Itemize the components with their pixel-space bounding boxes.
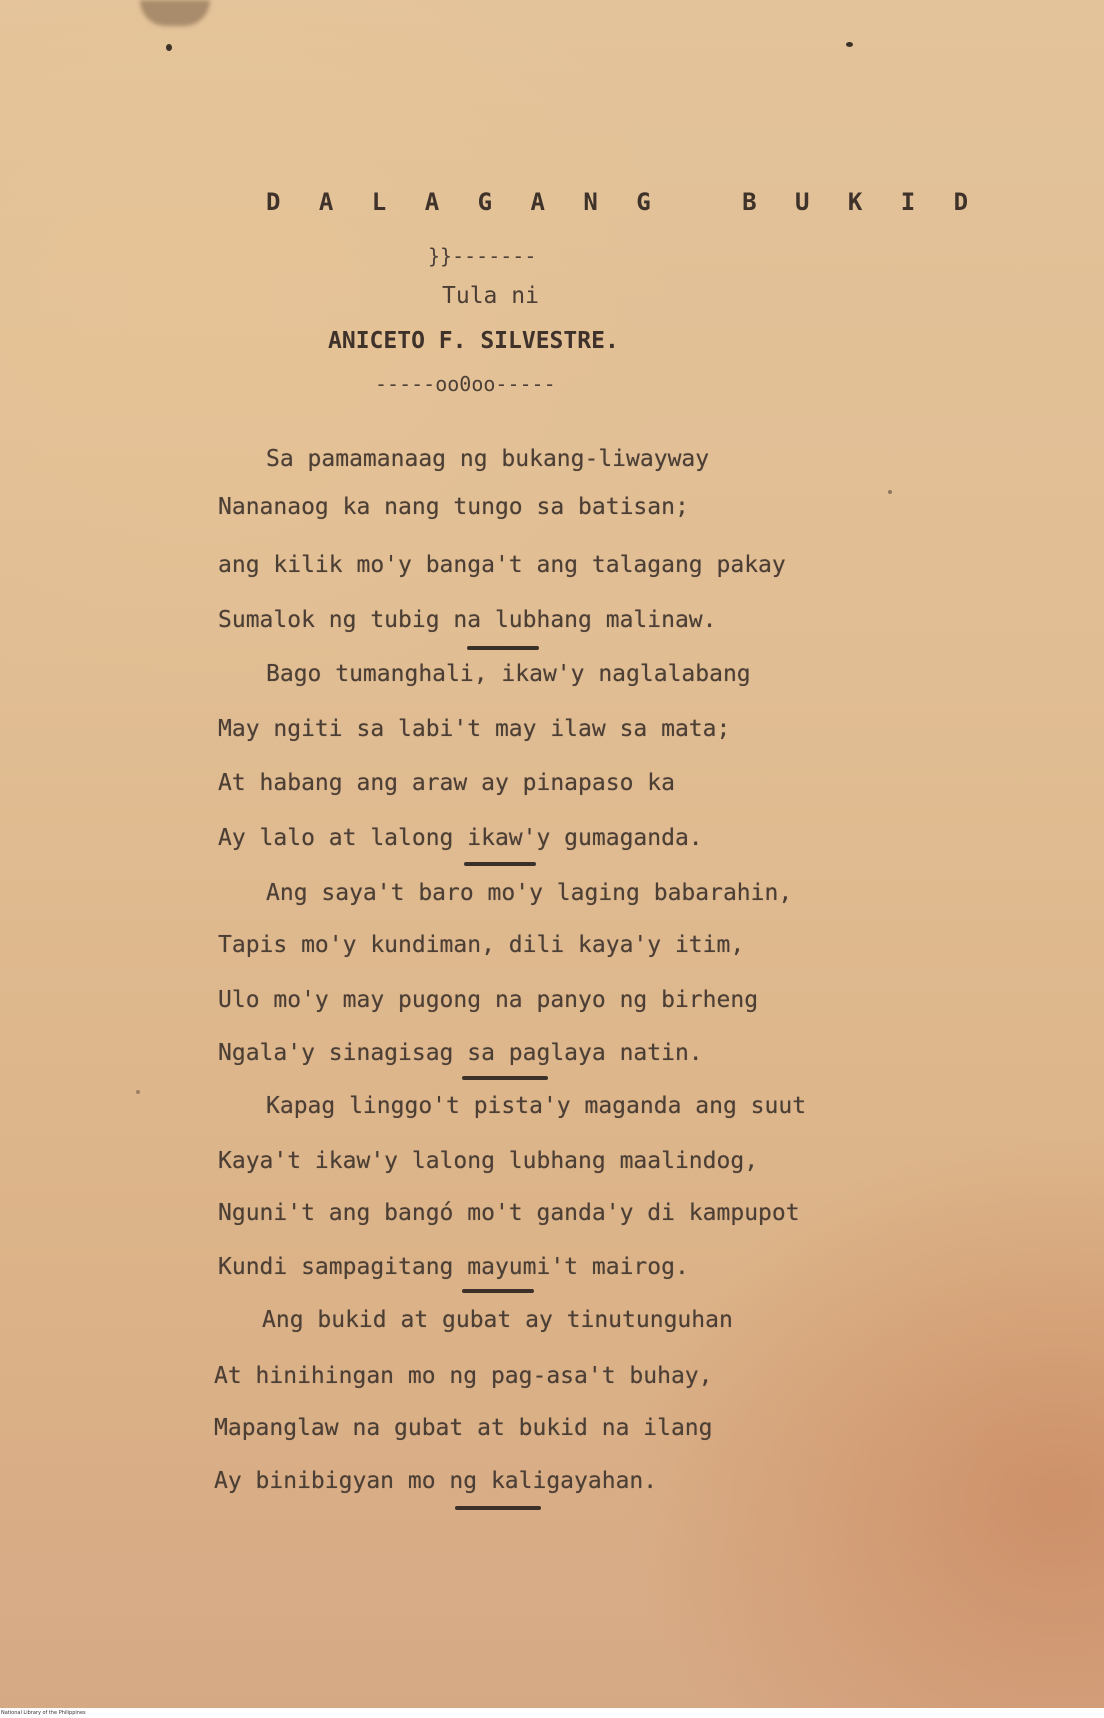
paper-stain	[140, 0, 210, 26]
stanza-separator	[467, 646, 539, 650]
byline: Tula ni	[442, 283, 539, 309]
heading-ornament: -----oo0oo-----	[375, 372, 556, 396]
poem-line: May ngiti sa labi't may ilaw sa mata;	[218, 716, 731, 742]
stanza-separator	[462, 1076, 548, 1080]
poem-line: Ay lalo at lalong ikaw'y gumaganda.	[218, 825, 703, 851]
poem-line: Bago tumanghali, ikaw'y naglalabang	[266, 661, 751, 687]
stanza-separator	[464, 862, 536, 866]
stanza-separator	[455, 1506, 541, 1510]
poem-line: Ang bukid at gubat ay tinutunguhan	[262, 1307, 733, 1333]
poem-line: Kundi sampagitang mayumi't mairog.	[218, 1254, 689, 1280]
ink-speck	[136, 1090, 140, 1094]
poem-line: Kapag linggo't pista'y maganda ang suut	[266, 1093, 807, 1119]
poem-line: Sumalok ng tubig na lubhang malinaw.	[218, 607, 717, 633]
poem-line: ang kilik mo'y banga't ang talagang pakay	[218, 552, 786, 578]
library-credit: National Library of the Philippines	[1, 1710, 86, 1716]
stanza-separator	[462, 1289, 534, 1293]
footer-strip	[0, 1708, 1104, 1718]
poem-line: Ang saya't baro mo'y laging babarahin,	[266, 880, 793, 906]
poem-title: D A L A G A N G B U K I D	[266, 188, 981, 216]
ink-speck	[846, 42, 853, 47]
ink-speck	[888, 490, 892, 494]
poem-line: Kaya't ikaw'y lalong lubhang maalindog,	[218, 1148, 759, 1174]
poem-line: Tapis mo'y kundiman, dili kaya'y itim,	[218, 932, 745, 958]
poem-line: Ngala'y sinagisag sa paglaya natin.	[218, 1040, 703, 1066]
poem-line: Nananaog ka nang tungo sa batisan;	[218, 494, 689, 520]
poem-line: Nguni't ang bangó mo't ganda'y di kampupot	[218, 1200, 800, 1226]
ink-speck	[166, 44, 172, 51]
poem-line: At hinihingan mo ng pag-asa't buhay,	[214, 1363, 713, 1389]
poem-line: Mapanglaw na gubat at bukid na ilang	[214, 1415, 713, 1441]
title-ornament: }}-------	[428, 244, 537, 268]
poem-line: Sa pamamanaag ng bukang-liwayway	[266, 446, 710, 472]
poem-line: Ay binibigyan mo ng kaligayahan.	[214, 1468, 658, 1494]
author-name: ANICETO F. SILVESTRE.	[328, 328, 619, 354]
poem-line: Ulo mo'y may pugong na panyo ng birheng	[218, 987, 759, 1013]
poem-line: At habang ang araw ay pinapaso ka	[218, 770, 675, 796]
